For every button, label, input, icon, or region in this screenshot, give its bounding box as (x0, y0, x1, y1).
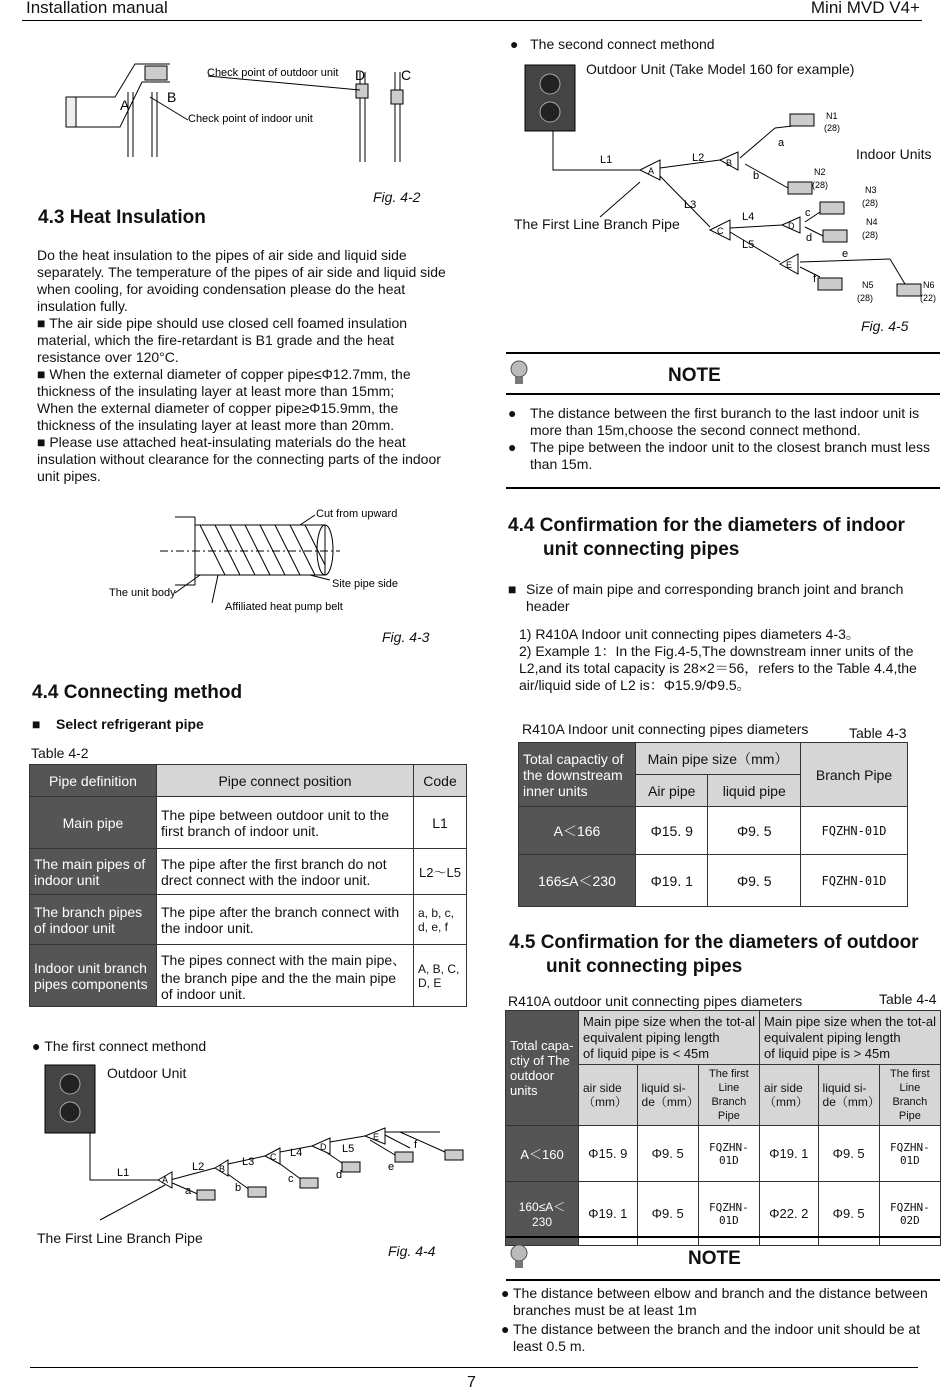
t44-r0-l1: Φ9. 5 (637, 1126, 698, 1182)
fig45-e: e (842, 248, 849, 260)
t43-r0-br: FQZHN-01D (801, 807, 908, 855)
example-line-2: 2) Example 1：In the Fig.4-5,The downstream inner units of the L2,and its total capacity is 28×2＝56，refers to the Table 4.4,the air/liquid side of L2 is：Φ15.9/Φ9.5。 (519, 643, 917, 693)
section-4-4-connect-title: 4.4 Connecting method (32, 682, 243, 703)
t44-header-air-2: air side（mm） (759, 1065, 818, 1126)
table-row (519, 807, 908, 855)
fig44-outdoor-label: Outdoor Unit (107, 1065, 187, 1081)
fig44-l1: L1 (117, 1167, 130, 1179)
section-4-3-body (37, 247, 457, 485)
fig42-c: C (401, 67, 412, 83)
section-4-5-title: 4.5 Confirmation for the diameters of outdoor (509, 932, 919, 953)
fig45-indoor-label: Indoor Units (856, 146, 932, 162)
note1-top-rule (506, 352, 940, 354)
list-item: ● The pipe between the indoor unit to the closest branch must less than 15m. (508, 439, 938, 473)
fig45-c: c (805, 207, 811, 219)
table-row (30, 797, 467, 849)
fig42-a: A (120, 97, 130, 113)
t44-r0-cap: A＜160 (506, 1126, 579, 1182)
fig45-l5: L5 (742, 239, 755, 251)
t44-header-gt-1: Main pipe size when the tot-al equivalent piping length (763, 1013, 936, 1045)
header-left: Installation manual (26, 0, 168, 17)
fig44-l2: L2 (192, 1161, 205, 1173)
t44-header-liq-2: liquid si-de（mm） (818, 1065, 879, 1126)
fig44-l5: L5 (342, 1143, 355, 1155)
note2-bottom-rule (506, 1279, 940, 1281)
table-4-4-label: Table 4-4 (879, 991, 937, 1007)
t44-r1-cap: 160≤A＜230 (506, 1182, 579, 1246)
t42-r0-code: L1 (414, 797, 467, 849)
t42-header-pos: Pipe connect position (157, 765, 414, 797)
table-4-3 (518, 742, 908, 907)
size-bullet-text: Size of main pipe and corresponding branch joint and branch header (526, 581, 904, 614)
t43-r1-br: FQZHN-01D (801, 855, 908, 907)
t44-r1-a1: Φ19. 1 (579, 1182, 638, 1246)
note2-list (501, 1285, 941, 1355)
fig-4-5-diagram (520, 62, 940, 312)
fig-4-4-caption: Fig. 4-4 (388, 1243, 436, 1259)
fig45-E: E (786, 260, 793, 270)
fig45-f: f (813, 273, 817, 285)
fig45-A: A (648, 166, 655, 176)
section-4-5-title-2: unit connecting pipes (546, 956, 743, 977)
fig45-D: D (788, 221, 795, 231)
first-method-text: The first connect methond (44, 1038, 207, 1054)
fig44-d: d (336, 1169, 343, 1181)
select-refrigerant-heading: ■ Select refrigerant pipe (32, 716, 204, 732)
cut-label: Cut from upward (316, 508, 398, 520)
fig44-first-branch-label: The First Line Branch Pipe (37, 1230, 203, 1246)
list-item: ● The distance between elbow and branch and the distance between branches must be at least 1m (501, 1285, 941, 1319)
belt-label: Affiliated heat pump belt (225, 601, 343, 613)
fig45-c4: (28) (862, 230, 879, 240)
t44-header-liq-1: liquid si-de（mm） (637, 1065, 698, 1126)
t43-header-branch: Branch Pipe (801, 743, 908, 807)
t42-r3-pos: The pipes connect with the main pipe、the branch pipe and the the main pipe of indoor unit. (157, 945, 414, 1007)
fig44-E: E (373, 1132, 380, 1142)
table-4-2 (29, 764, 467, 1007)
t44-r0-b2: FQZHN-01D (879, 1126, 940, 1182)
fig45-l1: L1 (600, 154, 613, 166)
t42-r3-code: A, B, C, D, E (414, 945, 467, 1007)
t44-header-br-2: The first Line Branch Pipe (879, 1065, 940, 1126)
fig-4-4-diagram (40, 1060, 470, 1230)
note2-title: NOTE (688, 1248, 741, 1269)
t42-r1-code: L2～L5 (414, 849, 467, 895)
t44-r0-b1: FQZHN-01D (698, 1126, 759, 1182)
t42-r2-code: a, b, c, d, e, f (414, 895, 467, 945)
t44-header-lt (579, 1011, 760, 1065)
list-item: ● The distance between the first buranch to the last indoor unit is more than 15m,choose the second connect methond. (508, 405, 938, 439)
fig-4-2-diagram (60, 52, 440, 162)
fig44-c: c (288, 1173, 294, 1185)
fig45-c6: (22) (920, 293, 937, 303)
fig45-first-branch-label: The First Line Branch Pipe (514, 216, 680, 232)
second-method-text: The second connect methond (530, 36, 715, 52)
note1-end-rule (506, 487, 940, 489)
t44-r1-b1: FQZHN-01D (698, 1182, 759, 1246)
t42-r3-def: Indoor unit branch pipes components (30, 945, 157, 1007)
t42-r2-def: The branch pipes of indoor unit (30, 895, 157, 945)
fig45-l4: L4 (742, 211, 755, 223)
t42-header-def: Pipe definition (30, 765, 157, 797)
table-4-3-label: Table 4-3 (849, 725, 907, 741)
fig44-a: a (185, 1185, 192, 1197)
t43-r0-cap: A＜166 (519, 807, 636, 855)
fig44-B: B (219, 1164, 226, 1174)
t44-header-gt-2: of liquid pipe is > 45m (763, 1045, 891, 1061)
fig44-l4: L4 (290, 1147, 303, 1159)
table-4-4-caption: R410A outdoor unit connecting pipes diameters (508, 993, 803, 1009)
fig44-D: D (320, 1142, 327, 1152)
t44-header-lt-1: Main pipe size when the tot-al equivalent piping length (583, 1013, 755, 1045)
t42-r1-pos: The pipe after the first branch do not drect connect with the indoor unit. (157, 849, 414, 895)
site-pipe-label: Site pipe side (332, 578, 399, 590)
note1-bottom-rule (506, 393, 940, 395)
unit-body-label: The unit body (109, 587, 176, 599)
t44-r0-a1: Φ15. 9 (579, 1126, 638, 1182)
fig45-l3: L3 (684, 199, 697, 211)
table-4-3-caption: R410A Indoor unit connecting pipes diameters (522, 721, 809, 737)
t44-r1-l2: Φ9. 5 (818, 1182, 879, 1246)
t43-header-main: Main pipe size（mm） (636, 743, 801, 775)
page-number: 7 (467, 1374, 476, 1391)
t43-r1-liq: Φ9. 5 (708, 855, 801, 907)
note1-item-1: The distance between the first buranch to the last indoor unit is more than 15m,choose the second connect methond. (530, 405, 920, 438)
t42-r0-def: Main pipe (30, 797, 157, 849)
fig45-C: C (717, 226, 724, 236)
fig-4-2-caption: Fig. 4-2 (373, 189, 421, 205)
fig45-a: a (778, 137, 785, 149)
note2-item-1: The distance between elbow and branch and the distance between branches must be at least 1m (513, 1285, 928, 1318)
table-row (30, 849, 467, 895)
t44-r1-b2: FQZHN-02D (879, 1182, 940, 1246)
header-rule (22, 20, 922, 21)
insulation-para-4: When the external diameter of copper pipe≥Φ15.9mm, the thickness of the insulating layer at least more than 20mm. (37, 400, 399, 433)
table-4-4 (505, 1010, 941, 1246)
section-4-4-confirm-title-2: unit connecting pipes (543, 539, 740, 560)
table-4-2-label: Table 4-2 (31, 745, 89, 761)
fig45-n2: N2 (814, 167, 826, 177)
second-method-bullet: ● The second connect methond (510, 36, 715, 52)
fig-4-5-caption: Fig. 4-5 (861, 318, 909, 334)
fig45-n5: N5 (862, 280, 874, 290)
fig42-d: D (355, 67, 366, 83)
note1-list (508, 405, 938, 473)
note1-title: NOTE (668, 365, 721, 386)
t44-header-total: Total capa-ctiy of The outdoor units (506, 1011, 579, 1126)
table-row (506, 1126, 941, 1182)
t42-r0-pos: The pipe between outdoor unit to the first branch of indoor unit. (157, 797, 414, 849)
indoor-check-label: Check point of indoor unit (188, 113, 313, 125)
fig45-outdoor-label: Outdoor Unit (Take Model 160 for example) (586, 61, 855, 77)
t44-header-lt-2: of liquid pipe is < 45m (583, 1045, 710, 1061)
t42-r1-def: The main pipes of indoor unit (30, 849, 157, 895)
t43-header-air: Air pipe (636, 775, 708, 807)
t43-r1-cap: 166≤A＜230 (519, 855, 636, 907)
table-row (30, 945, 467, 1007)
table-row (30, 895, 467, 945)
fig45-n3: N3 (865, 185, 877, 195)
outdoor-check-label: Check point of outdoor unit (207, 67, 339, 79)
fig45-c3: (28) (862, 198, 879, 208)
insulation-para-2: ■ The air side pipe should use closed cell foamed insulation material, which the fire-retardant is B1 grade and the heat resistance over 120°C. (37, 315, 408, 365)
fig45-n6: N6 (923, 280, 935, 290)
fig45-d: d (806, 232, 813, 244)
t44-r0-l2: Φ9. 5 (818, 1126, 879, 1182)
t44-header-air-1: air side（mm） (579, 1065, 638, 1126)
fig-4-3-diagram (100, 505, 430, 615)
fig45-n1: N1 (826, 111, 838, 121)
fig45-c5: (28) (857, 293, 874, 303)
fig45-c2: (28) (812, 180, 829, 190)
insulation-para-5: ■ Please use attached heat-insulating materials do the heat insulation without clearance for the connecting parts of the indoor unit pipes. (37, 434, 441, 484)
t43-r1-air: Φ19. 1 (636, 855, 708, 907)
first-method-bullet: ● The first connect methond (32, 1038, 207, 1054)
select-refrigerant-text: Select refrigerant pipe (56, 716, 204, 732)
table-row (519, 855, 908, 907)
fig45-c1: (28) (824, 123, 841, 133)
t43-r0-liq: Φ9. 5 (708, 807, 801, 855)
t44-header-br-1: The first Line Branch Pipe (698, 1065, 759, 1126)
t43-r0-air: Φ15. 9 (636, 807, 708, 855)
t43-header-liq: liquid pipe (708, 775, 801, 807)
fig45-n4: N4 (866, 217, 878, 227)
fig-4-3-caption: Fig. 4-3 (382, 629, 430, 645)
example-text (519, 626, 929, 694)
section-4-4-confirm-title: 4.4 Confirmation for the diameters of indoor (508, 515, 905, 536)
t42-r2-pos: The pipe after the branch connect with the indoor unit. (157, 895, 414, 945)
section-4-3-title: 4.3 Heat Insulation (38, 207, 206, 228)
header-right: Mini MVD V4+ (810, 0, 920, 17)
t44-r1-a2: Φ22. 2 (759, 1182, 818, 1246)
fig44-e: e (388, 1161, 395, 1173)
t44-header-gt (759, 1011, 940, 1065)
fig42-b: B (167, 89, 177, 105)
list-item: ● The distance between the branch and the indoor unit should be at least 0.5 m. (501, 1321, 941, 1355)
footer-rule (30, 1367, 918, 1368)
fig44-A: A (162, 1175, 169, 1185)
note1-item-2: The pipe between the indoor unit to the closest branch must less than 15m. (530, 439, 931, 472)
insulation-para-1: Do the heat insulation to the pipes of air side and liquid side separately. The temperature of the pipes of air side and liquid side when cooling, for avoiding condensation please do the heat insulation fully. (37, 247, 446, 314)
fig44-C: C (270, 1152, 277, 1162)
fig44-l3: L3 (242, 1156, 255, 1168)
fig45-b: b (753, 170, 760, 182)
note2-item-2: The distance between the branch and the indoor unit should be at least 0.5 m. (513, 1321, 921, 1354)
insulation-para-3: ■ When the external diameter of copper pipe≤Φ12.7mm, the thickness of the insulating layer at least more than 15mm; (37, 366, 411, 399)
fig44-b: b (235, 1182, 242, 1194)
t43-header-total: Total capactiy of the downstream inner units (519, 743, 636, 807)
t42-header-code: Code (414, 765, 467, 797)
lightbulb-icon-2 (510, 1244, 528, 1270)
note2-top-rule (506, 1236, 940, 1238)
fig45-l2: L2 (692, 152, 705, 164)
lightbulb-icon (510, 360, 528, 386)
t44-r0-a2: Φ19. 1 (759, 1126, 818, 1182)
size-bullet: ■ Size of main pipe and corresponding branch joint and branch header (508, 581, 928, 615)
example-line-1: 1) R410A Indoor unit connecting pipes diameters 4-3。 (519, 626, 860, 642)
t44-r1-l1: Φ9. 5 (637, 1182, 698, 1246)
fig44-f: f (414, 1139, 418, 1151)
fig45-B: B (726, 158, 733, 168)
